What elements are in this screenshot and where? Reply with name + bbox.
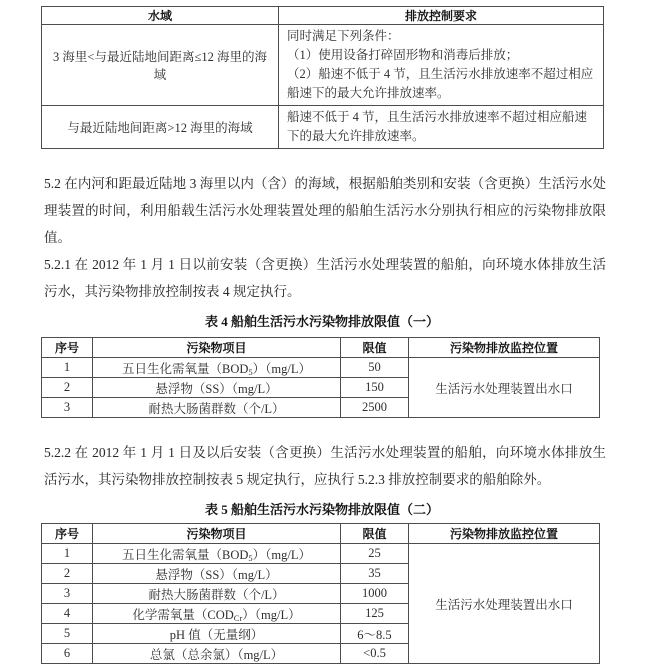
pollutant-name: 总氯（总余氯）（mg/L） [149, 647, 284, 662]
requirement-line: （2）船速不低于 4 节，且生活污水排放速率不超过相应船速下的最大允许排放速率。 [287, 67, 594, 100]
pollutant-unit: ）（mg/L） [252, 547, 311, 562]
table-header-row [42, 524, 600, 544]
limit-cell: 1000 [341, 584, 409, 604]
pollutant-cell [93, 544, 341, 564]
pollutant-name: 五日生化需氧量（BOD [122, 361, 249, 376]
seq-cell: 5 [42, 624, 93, 644]
limit-cell: 50 [341, 358, 409, 378]
requirement-line: 船速不低于 4 节，且生活污水排放速率不超过相应船速下的最大允许排放速率。 [287, 110, 588, 143]
seq-cell: 1 [42, 544, 93, 564]
limit-column-header: 限值 [341, 524, 409, 544]
pollutant-name: 五日生化需氧量（BOD [122, 547, 249, 562]
seq-cell: 1 [42, 358, 93, 378]
table-5-title: 表 5 船舶生活污水污染物排放限值（二） [204, 502, 439, 517]
pollutant-name: 化学需氧量（COD [132, 607, 234, 622]
table-header-row [42, 7, 604, 25]
pollutant-column-header: 污染物项目 [93, 338, 341, 358]
pollutant-cell [93, 564, 341, 584]
clause-5-2-1-paragraph: 5.2.1 在 2012 年 1 月 1 日以前安装（含更换）生活污水处理装置的船舶，向环境水体排放生活污水，其污染物排放控制按表 4 规定执行。 [44, 257, 606, 299]
pollutant-subscript: Cr [233, 612, 243, 623]
limit-cell: 35 [341, 564, 409, 584]
pollutant-name: 悬浮物（SS）（mg/L） [155, 381, 278, 396]
clause-5-2-2-paragraph: 5.2.2 在 2012 年 1 月 1 日及以后安装（含更换）生活污水处理装置的船舶，向环境水体排放生活污水，其污染物排放控制按表 5 规定执行，应执行 5.2.3 排放控制要求的船舶除外。 [44, 445, 606, 487]
pollutant-subscript: 5 [248, 366, 253, 377]
pollutant-name: 耐热大肠菌群数（个/L） [148, 401, 285, 416]
table-row [42, 358, 600, 378]
pollutant-name: 悬浮物（SS）（mg/L） [155, 567, 278, 582]
pollutant-cell [93, 644, 341, 664]
pollutant-cell [93, 624, 341, 644]
clause-5-2-paragraph: 5.2 在内河和距最近陆地 3 海里以内（含）的海域，根据船舶类别和安装（含更换）生活污水处理装置的时间，利用船载生活污水处理装置处理的船舶生活污水分别执行相应的污染物排放限值。 [44, 176, 606, 245]
water-area-requirements-table [41, 6, 604, 149]
seq-column-header: 序号 [42, 524, 93, 544]
requirement-cell [279, 25, 604, 106]
table-5-discharge-limits [41, 523, 600, 664]
table-4-title: 表 4 船舶生活污水污染物排放限值（一） [204, 314, 439, 329]
table-row [42, 25, 604, 106]
water-area-cell: 与最近陆地间距离>12 海里的海域 [42, 106, 279, 149]
monitor-location-column-header: 污染物排放监控位置 [409, 338, 600, 358]
pollutant-cell [93, 584, 341, 604]
seq-cell: 6 [42, 644, 93, 664]
pollutant-cell [93, 604, 341, 624]
limit-cell: 150 [341, 378, 409, 398]
seq-cell: 2 [42, 564, 93, 584]
water-area-column-header: 水域 [42, 7, 279, 25]
monitor-location-cell: 生活污水处理装置出水口 [409, 544, 600, 664]
seq-column-header: 序号 [42, 338, 93, 358]
seq-cell: 4 [42, 604, 93, 624]
discharge-requirement-column-header: 排放控制要求 [279, 7, 604, 25]
seq-cell: 3 [42, 398, 93, 418]
limit-cell: 125 [341, 604, 409, 624]
pollutant-column-header: 污染物项目 [93, 524, 341, 544]
limit-cell: 2500 [341, 398, 409, 418]
limit-cell: <0.5 [341, 644, 409, 664]
pollutant-unit: ）（mg/L） [252, 361, 311, 376]
table-header-row [42, 338, 600, 358]
requirement-cell [279, 106, 604, 149]
requirement-line: 同时满足下列条件： [287, 29, 400, 43]
limit-column-header: 限值 [341, 338, 409, 358]
pollutant-unit: ）（mg/L） [242, 607, 301, 622]
monitor-location-column-header: 污染物排放监控位置 [409, 524, 600, 544]
pollutant-name: 耐热大肠菌群数（个/L） [148, 587, 285, 602]
pollutant-cell [93, 358, 341, 378]
seq-cell: 3 [42, 584, 93, 604]
table-row [42, 106, 604, 149]
pollutant-cell [93, 378, 341, 398]
monitor-location-cell: 生活污水处理装置出水口 [409, 358, 600, 418]
limit-cell: 25 [341, 544, 409, 564]
water-area-cell: 3 海里<与最近陆地间距离≤12 海里的海域 [42, 25, 279, 106]
table-row [42, 544, 600, 564]
table-4-discharge-limits [41, 337, 600, 418]
requirement-line: （1）使用设备打碎固形物和消毒后排放； [287, 48, 519, 62]
pollutant-subscript: 5 [248, 552, 253, 563]
limit-cell: 6～8.5 [341, 624, 409, 644]
pollutant-cell [93, 398, 341, 418]
pollutant-name: pH 值（无量纲） [169, 627, 264, 642]
seq-cell: 2 [42, 378, 93, 398]
